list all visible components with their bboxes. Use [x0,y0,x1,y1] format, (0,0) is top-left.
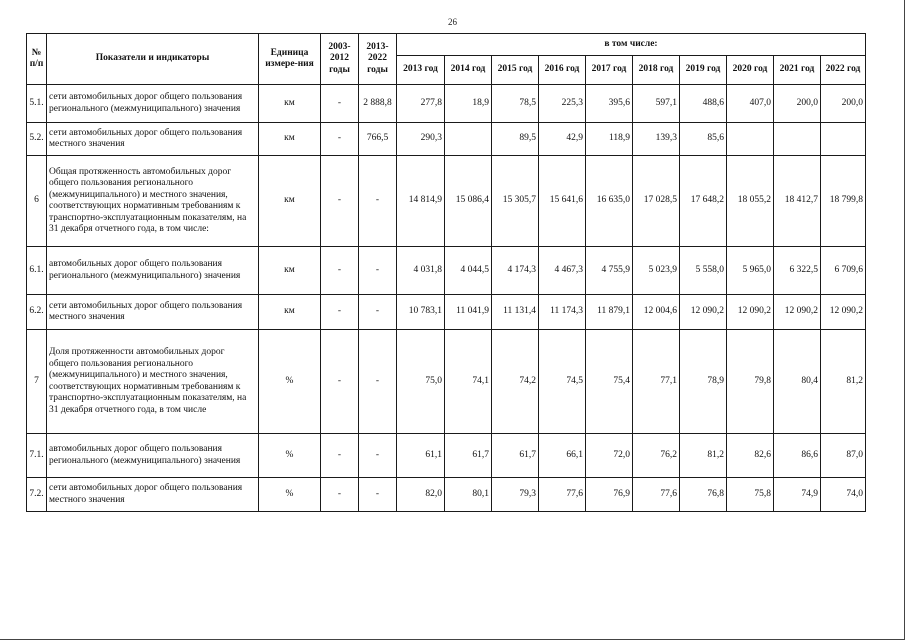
indicator-name: автомобильных дорог общего пользования регионального (межмуниципального) значения [47,434,259,478]
year-value-cell [445,123,492,156]
period-2003-2012-cell: - [321,156,359,247]
year-value-cell: 10 783,1 [397,295,445,330]
row-number: 7.2. [27,478,47,512]
table-row [27,434,866,478]
table-row [27,295,866,330]
period-2003-2012-cell: - [321,330,359,434]
header-year: 2022 год [821,56,866,85]
period-2013-2022-cell: 2 888,8 [359,85,397,123]
year-value-cell: 5 023,9 [633,247,680,295]
year-value-cell: 81,2 [680,434,727,478]
year-value-cell: 76,8 [680,478,727,512]
header-unit: Единица измере-ния [259,34,321,85]
year-value-cell: 85,6 [680,123,727,156]
period-2013-2022-cell: - [359,247,397,295]
year-value-cell: 77,6 [633,478,680,512]
year-value-cell: 82,0 [397,478,445,512]
year-value-cell: 76,2 [633,434,680,478]
year-value-cell: 200,0 [821,85,866,123]
year-value-cell: 77,1 [633,330,680,434]
year-value-cell: 74,5 [539,330,586,434]
indicator-name: сети автомобильных дорог общего пользования местного значения [47,478,259,512]
year-value-cell: 61,7 [492,434,539,478]
year-value-cell: 11 174,3 [539,295,586,330]
header-period-2003-2012: 2003-2012 годы [321,34,359,85]
period-2003-2012-cell: - [321,478,359,512]
year-value-cell: 6 322,5 [774,247,821,295]
table-row [27,478,866,512]
year-value-cell: 5 558,0 [680,247,727,295]
year-value-cell: 4 755,9 [586,247,633,295]
year-value-cell: 61,1 [397,434,445,478]
year-value-cell: 77,6 [539,478,586,512]
year-value-cell: 15 641,6 [539,156,586,247]
year-value-cell: 18,9 [445,85,492,123]
header-year: 2020 год [727,56,774,85]
year-value-cell: 11 041,9 [445,295,492,330]
year-value-cell: 78,9 [680,330,727,434]
header-indicator: Показатели и индикаторы [47,34,259,85]
unit-cell: % [259,330,321,434]
header-year: 2021 год [774,56,821,85]
year-value-cell: 4 031,8 [397,247,445,295]
year-value-cell: 407,0 [727,85,774,123]
year-value-cell: 488,6 [680,85,727,123]
year-value-cell: 74,2 [492,330,539,434]
year-value-cell: 79,3 [492,478,539,512]
year-value-cell: 17 028,5 [633,156,680,247]
year-value-cell: 18 055,2 [727,156,774,247]
indicator-name: автомобильных дорог общего пользования регионального (межмуниципального) значения [47,247,259,295]
year-value-cell: 16 635,0 [586,156,633,247]
period-2013-2022-cell: - [359,156,397,247]
year-value-cell: 80,4 [774,330,821,434]
period-2003-2012-cell: - [321,247,359,295]
year-value-cell: 12 090,2 [821,295,866,330]
year-value-cell: 76,9 [586,478,633,512]
year-value-cell: 74,9 [774,478,821,512]
year-value-cell: 74,0 [821,478,866,512]
period-2013-2022-cell: 766,5 [359,123,397,156]
row-number: 6.2. [27,295,47,330]
year-value-cell: 89,5 [492,123,539,156]
year-value-cell: 15 086,4 [445,156,492,247]
year-value-cell: 118,9 [586,123,633,156]
table-row [27,330,866,434]
year-value-cell: 5 965,0 [727,247,774,295]
year-value-cell: 66,1 [539,434,586,478]
year-value-cell [821,123,866,156]
period-2013-2022-cell: - [359,434,397,478]
year-value-cell: 4 044,5 [445,247,492,295]
year-value-cell: 81,2 [821,330,866,434]
year-value-cell: 4 174,3 [492,247,539,295]
indicators-table [26,33,866,512]
period-2013-2022-cell: - [359,330,397,434]
header-num: № п/п [27,34,47,85]
year-value-cell: 15 305,7 [492,156,539,247]
year-value-cell: 82,6 [727,434,774,478]
year-value-cell: 79,8 [727,330,774,434]
year-value-cell: 14 814,9 [397,156,445,247]
unit-cell: % [259,478,321,512]
header-including: в том числе: [397,34,866,56]
row-number: 7 [27,330,47,434]
year-value-cell: 75,8 [727,478,774,512]
indicator-name: Доля протяженности автомобильных дорог общего пользования регионального (межмуниципального) и местного значения, соответствующих нормативным требованиям к транспортно-эксплуатационным показателям, на 31 декабря отчетного года, в том числе [47,330,259,434]
header-year: 2017 год [586,56,633,85]
indicator-name: Общая протяженность автомобильных дорог общего пользования регионального (межмуниципального) и местного значения, соответствующих нормативным требованиям к транспортно-эксплуатационным показателям, на 31 декабря отчетного года, в том числе: [47,156,259,247]
year-value-cell: 12 090,2 [680,295,727,330]
header-year: 2018 год [633,56,680,85]
period-2003-2012-cell: - [321,295,359,330]
year-value-cell: 277,8 [397,85,445,123]
table-row [27,156,866,247]
unit-cell: км [259,295,321,330]
year-value-cell: 72,0 [586,434,633,478]
year-value-cell: 12 090,2 [774,295,821,330]
year-value-cell: 290,3 [397,123,445,156]
table-row [27,85,866,123]
year-value-cell: 139,3 [633,123,680,156]
unit-cell: км [259,156,321,247]
period-2013-2022-cell: - [359,295,397,330]
year-value-cell: 74,1 [445,330,492,434]
year-value-cell: 18 412,7 [774,156,821,247]
row-number: 5.1. [27,85,47,123]
year-value-cell: 80,1 [445,478,492,512]
header-year: 2014 год [445,56,492,85]
row-number: 6 [27,156,47,247]
period-2003-2012-cell: - [321,85,359,123]
year-value-cell: 12 090,2 [727,295,774,330]
table-row [27,247,866,295]
year-value-cell: 75,0 [397,330,445,434]
year-value-cell: 17 648,2 [680,156,727,247]
year-value-cell [774,123,821,156]
year-value-cell: 6 709,6 [821,247,866,295]
year-value-cell: 75,4 [586,330,633,434]
period-2003-2012-cell: - [321,434,359,478]
unit-cell: % [259,434,321,478]
year-value-cell: 42,9 [539,123,586,156]
year-value-cell: 225,3 [539,85,586,123]
year-value-cell: 18 799,8 [821,156,866,247]
header-year: 2013 год [397,56,445,85]
row-number: 5.2. [27,123,47,156]
header-year: 2015 год [492,56,539,85]
year-value-cell [727,123,774,156]
page-number: 26 [448,17,457,27]
year-value-cell: 86,6 [774,434,821,478]
year-value-cell: 87,0 [821,434,866,478]
indicator-name: сети автомобильных дорог общего пользования местного значения [47,123,259,156]
indicator-name: сети автомобильных дорог общего пользования местного значения [47,295,259,330]
header-year: 2016 год [539,56,586,85]
year-value-cell: 395,6 [586,85,633,123]
year-value-cell: 61,7 [445,434,492,478]
period-2013-2022-cell: - [359,478,397,512]
indicator-name: сети автомобильных дорог общего пользования регионального (межмуниципального) значения [47,85,259,123]
year-value-cell: 597,1 [633,85,680,123]
year-value-cell: 11 879,1 [586,295,633,330]
year-value-cell: 11 131,4 [492,295,539,330]
unit-cell: км [259,247,321,295]
unit-cell: км [259,123,321,156]
header-period-2013-2022: 2013-2022 годы [359,34,397,85]
year-value-cell: 12 004,6 [633,295,680,330]
unit-cell: км [259,85,321,123]
year-value-cell: 78,5 [492,85,539,123]
header-year: 2019 год [680,56,727,85]
row-number: 7.1. [27,434,47,478]
period-2003-2012-cell: - [321,123,359,156]
year-value-cell: 200,0 [774,85,821,123]
row-number: 6.1. [27,247,47,295]
year-value-cell: 4 467,3 [539,247,586,295]
table-row [27,123,866,156]
